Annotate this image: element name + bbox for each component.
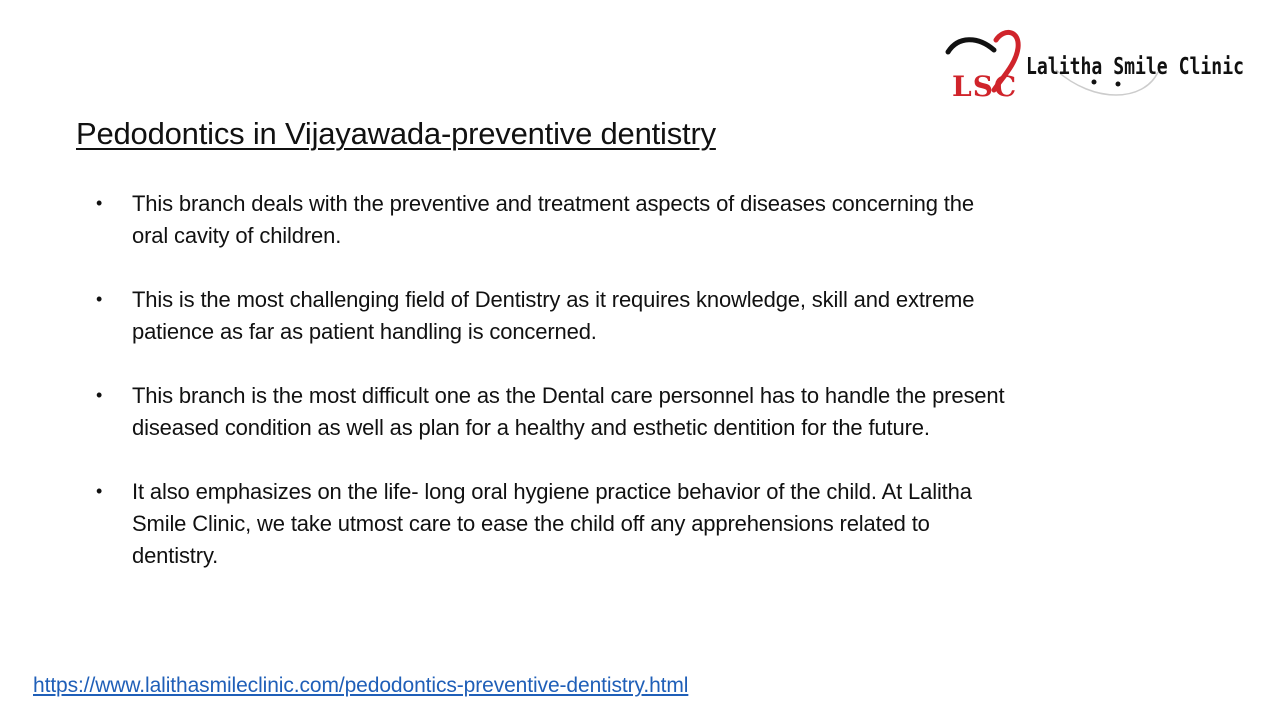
bullet-marker: • — [96, 385, 103, 405]
bullet-list — [96, 188, 1006, 604]
footer-link[interactable]: https://www.lalithasmileclinic.com/pedodontics-preventive-dentistry.html — [33, 674, 689, 697]
bullet-marker: • — [96, 481, 103, 501]
bullet-text: It also emphasizes on the life- long oral hygiene practice behavior of the child. At Lalitha Smile Clinic, we take utmost care to ease the child off any apprehensions related to dentistry. — [132, 479, 972, 568]
bullet-marker: • — [96, 289, 103, 309]
bullet-marker: • — [96, 193, 103, 213]
logo-brand-name: Lalitha Smile Clinic — [1026, 54, 1244, 80]
clinic-logo — [944, 26, 1250, 104]
bullet-item — [96, 476, 1006, 572]
bullet-text: This is the most challenging field of Dentistry as it requires knowledge, skill and extreme patience as far as patient handling is concerned. — [132, 287, 975, 344]
slide-title: Pedodontics in Vijayawada-preventive dentistry — [76, 116, 716, 151]
heart-smile-logo-icon — [944, 26, 1250, 104]
bullet-text: This branch deals with the preventive and treatment aspects of diseases concerning the oral cavity of children. — [132, 191, 974, 248]
bullet-item — [96, 188, 1006, 252]
bullet-text: This branch is the most difficult one as the Dental care personnel has to handle the present diseased condition as well as plan for a healthy and esthetic dentition for the future. — [132, 383, 1005, 440]
logo-monogram: LSC — [952, 70, 1018, 103]
bullet-item — [96, 380, 1006, 444]
bullet-item — [96, 284, 1006, 348]
